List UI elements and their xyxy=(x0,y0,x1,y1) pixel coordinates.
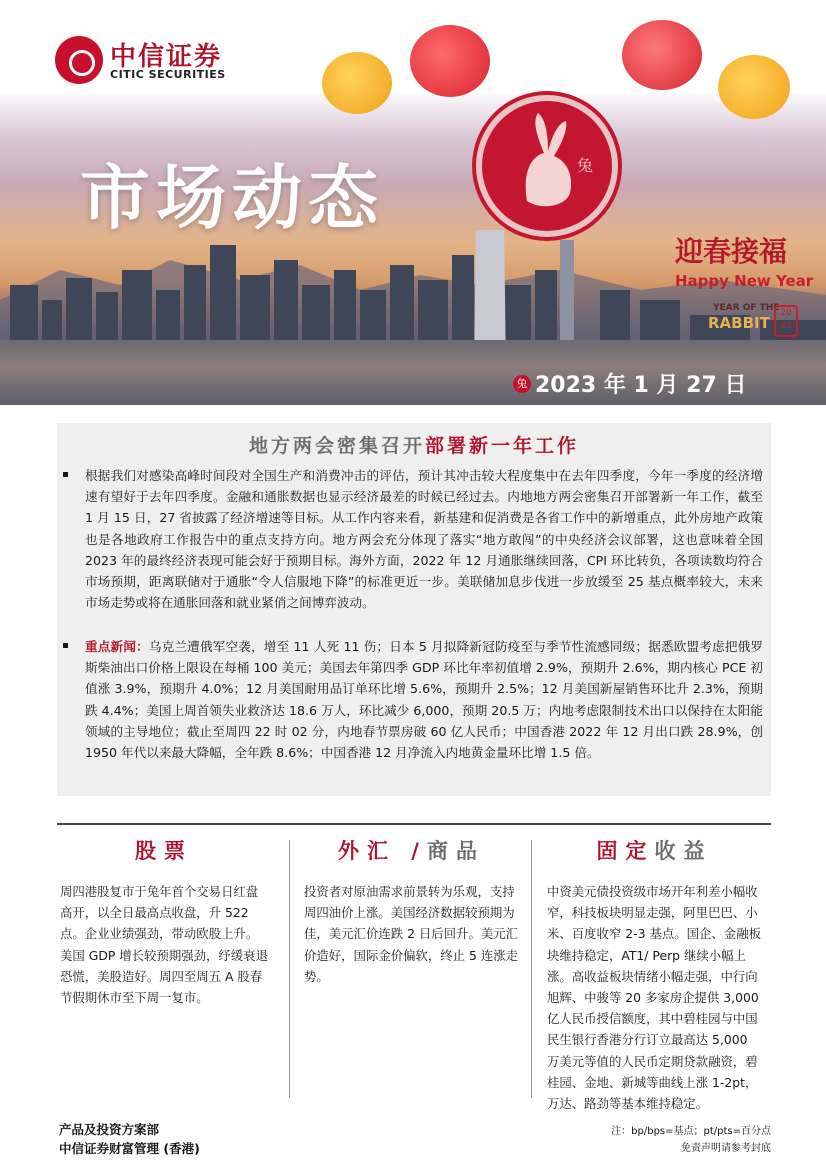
summary-title-gray: 地方两会密集召开 xyxy=(248,435,425,457)
report-date xyxy=(513,368,746,399)
section-divider xyxy=(57,823,771,825)
fx-heading-text: 外汇 / xyxy=(338,839,427,863)
lantern-icon xyxy=(410,25,490,97)
year-badge: 20 23 xyxy=(774,305,798,337)
department-name: 产品及投资方案部 xyxy=(59,1122,160,1137)
rabbit-text: RABBIT xyxy=(708,314,770,332)
company-name: 中信证券财富管理 (香港) xyxy=(59,1141,200,1156)
lantern-icon xyxy=(322,52,392,114)
equities-column xyxy=(60,835,268,1008)
summary-paragraph-text: 根据我们对感染高峰时间段对全国生产和消费冲击的评估，预计其冲击较大程度集中在去年四季度，今年一季度的经济增速有望好于去年四季度。金融和通胀数据也显示经济最差的时候已经过去。内地地方两会密集召开部署新一年工作，截至 1 月 15 日，27 省披露了经济增速等目标。从工作内容来看，新基建和促消费是各省工作中的新增重点，此外房地产政策也是各地政府工作报告中的重点支持方向。地方两会充分体现了落实“地方敢闯”的中央经济会议部署，这也意味着全国 2023 年的最终经济表现可能会好于预期目标。海外方面，2022 年 12 月通胀继续回落，CPI 环比转负，各项读数均符合市场预期，距离联储对于通胀“令人信服地下降”的标准更近一步。美联储加息步伐进一步放缓至 25 基点概率较大，未来市场走势或将在通胀回落和就业紧俏之间博弈波动。 xyxy=(85,468,763,611)
page-title: 市场动态 xyxy=(80,157,384,239)
equities-heading-text: 股票 xyxy=(135,839,193,863)
fixed-income-column xyxy=(547,835,762,1114)
date-text: 2023 年 1 月 27 日 xyxy=(535,373,747,398)
footer-right xyxy=(611,1123,771,1157)
equities-heading xyxy=(60,835,268,865)
fx-commodities-body: 投资者对原油需求前景转为乐观，支持周四油价上涨。美国经济数据较预期为佳，美元汇价连跌 2 日后回升。美元汇价造好，国际金价偏软，终止 5 连涨走势。 xyxy=(304,884,519,984)
commodities-heading-text: 商品 xyxy=(426,839,485,863)
rabbit-papercut-icon xyxy=(476,95,618,237)
fx-commodities-column xyxy=(304,835,519,987)
rabbit-badge-icon: 兔 xyxy=(513,375,531,393)
fixed-income-body: 中资美元债投资级市场开年利差小幅收窄，科技板块明显走强，阿里巴巴、小米、百度收窄 2-3 基点。国企、金融板块维持稳定，AT1/ Perp 继续小幅上涨。高收益板块情绪小幅走强，中行向旭辉、中骏等 20 多家房企提供 3,000 亿人民币授信额度，其中碧桂园与中国民生银行香港分行订立最高达 5,000 万美元等值的人民币定期贷款融资，碧桂园、金地、新城等曲线上涨 1-2pt，万达、路劲等基本维持稳定。 xyxy=(547,884,761,1112)
brand-name-cn: 中信证券 xyxy=(110,42,223,72)
happy-new-year-text: Happy New Year xyxy=(675,272,814,290)
year-of-the-text: YEAR OF THE xyxy=(713,303,780,313)
column-separator xyxy=(289,840,290,1098)
income-heading-text: 收益 xyxy=(654,839,713,863)
summary-panel xyxy=(57,423,771,796)
lantern-icon xyxy=(718,55,790,119)
brand-name-en: CITIC SECURITIES xyxy=(110,68,226,81)
unit-note: 注：bp/bps=基点；pt/pts=百分点 xyxy=(611,1126,771,1137)
footer-left xyxy=(59,1120,200,1158)
fixed-income-heading xyxy=(547,835,762,865)
fx-commodities-heading xyxy=(304,835,519,865)
citic-logo-icon xyxy=(55,36,103,84)
lantern-icon xyxy=(622,20,702,90)
new-year-blessing: 迎春接福 xyxy=(675,235,788,268)
fixed-heading-text: 固定 xyxy=(596,839,655,863)
rabbit-glyph: 兔 xyxy=(577,156,594,175)
summary-title xyxy=(57,431,771,458)
key-news-paragraph xyxy=(63,636,763,763)
summary-paragraph xyxy=(63,465,763,613)
header-banner xyxy=(0,0,826,405)
equities-body: 周四港股复市于兔年首个交易日红盘高开，以全日最高点收盘，升 522 点。企业业绩强劲，带动欧股上升。美国 GDP 增长较预期强劲，纾缓衰退恐慌，美股造好。周四至周五 A 股春节假期休市至下周一复市。 xyxy=(60,884,268,1006)
key-news-label: 重点新闻： xyxy=(85,639,149,654)
key-news-text: 乌克兰遭俄军空袭，增至 11 人死 11 伤；日本 5 月拟降新冠防疫至与季节性流感同级；据悉欧盟考虑把俄罗斯柴油出口价格上限设在每桶 100 美元；美国去年第四季 GDP 环比年率初值增 2.9%，预期升 2.6%，期内核心 PCE 初值涨 3.9%，预期升 4.0%；12 月美国耐用品订单环比增 5.6%，预期升 2.5%；12 月美国新屋销售环比升 2.3%，预期跌 4.4%；美国上周首领失业救济达 18.6 万人，环比减少 6,000，预期 20.5 万；内地考虑限制技术出口以保持在太阳能领域的主导地位；截止至周四 22 时 02 分，内地春节票房破 60 亿人民币；中国香港 2022 年 12 月出口跌 28.9%，创 1950 年代以来最大降幅，全年跌 8.6%；中国香港 12 月净流入内地黄金量环比增 1.5 倍。 xyxy=(85,639,763,761)
disclaimer-note: 免责声明请参考封底 xyxy=(681,1143,771,1154)
bullet-icon xyxy=(63,643,68,648)
column-separator xyxy=(531,840,532,1098)
bullet-icon xyxy=(63,472,68,477)
summary-title-red: 部署新一年工作 xyxy=(425,435,580,457)
